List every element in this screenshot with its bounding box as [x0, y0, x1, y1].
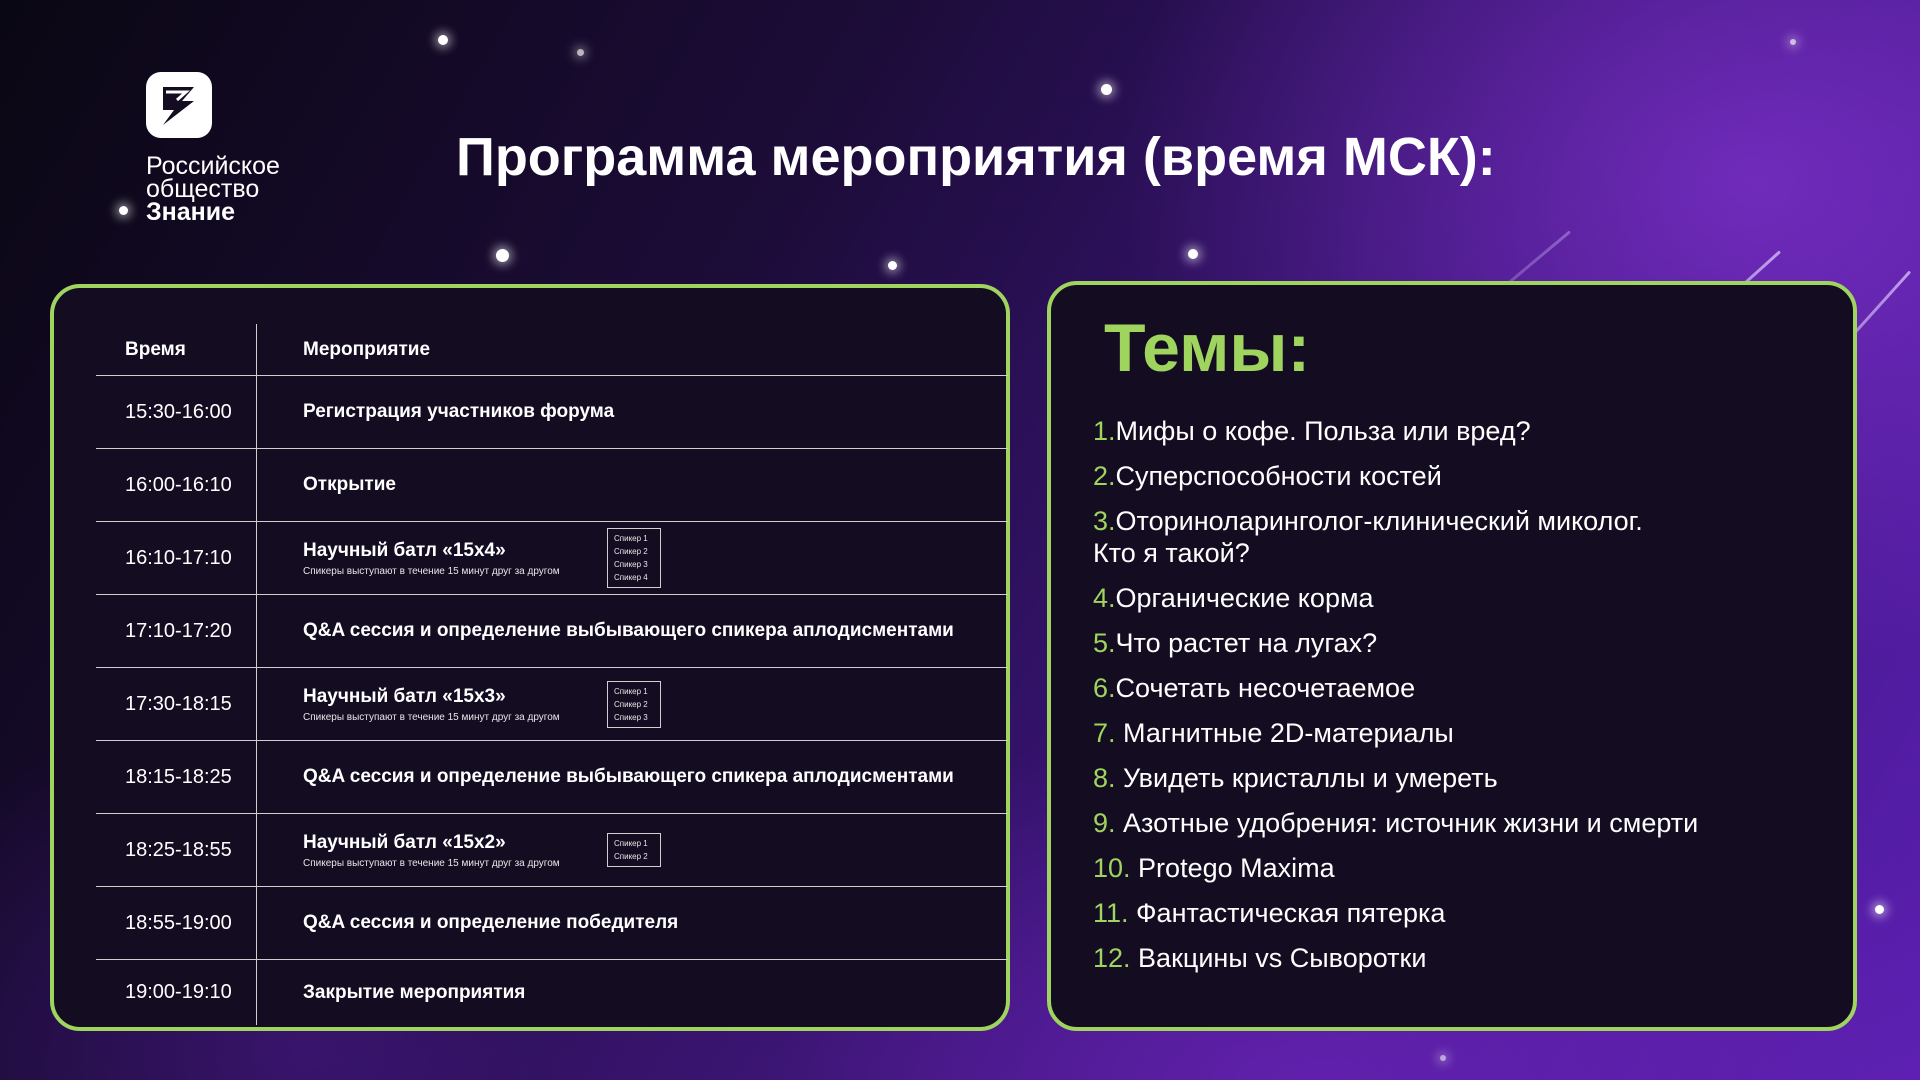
topic-list	[1093, 415, 1843, 987]
table-row	[96, 668, 1008, 741]
row-time: 16:00-16:10	[96, 449, 257, 521]
topic-number: 3.	[1093, 506, 1116, 536]
star-decoration	[1101, 84, 1112, 95]
topics-title: Темы:	[1104, 310, 1311, 386]
row-event: Открытие	[303, 474, 396, 495]
list-item	[1093, 852, 1843, 884]
speakers-box	[607, 528, 661, 588]
list-item	[1093, 762, 1843, 794]
topic-text: Оториноларинголог-клинический миколог.	[1115, 506, 1643, 536]
speaker-label: Спикер 2	[614, 547, 648, 556]
speaker-label: Спикер 2	[614, 699, 648, 709]
table-row	[96, 814, 1008, 887]
table-row	[96, 741, 1008, 814]
topic-number: 10.	[1093, 853, 1131, 883]
row-time: 18:15-18:25	[96, 741, 257, 813]
battle-event	[257, 814, 1008, 886]
list-item	[1093, 415, 1843, 447]
battle-subtitle: Спикеры выступают в течение 15 минут друг за другом	[303, 711, 560, 723]
row-event: Закрытие мероприятия	[303, 981, 526, 1003]
topic-text-line-2: Кто я такой?	[1093, 538, 1250, 568]
topic-text: Сочетать несочетаемое	[1115, 673, 1416, 703]
logo-line-1: Российское	[146, 152, 280, 180]
topic-text: Магнитные 2D-материалы	[1115, 718, 1454, 748]
topic-number: 12.	[1093, 943, 1131, 973]
star-decoration	[438, 35, 448, 45]
schedule-table	[96, 324, 1008, 1025]
topic-text: Мифы о кофе. Польза или вред?	[1115, 416, 1531, 446]
list-item	[1093, 717, 1843, 749]
row-time: 17:10-17:20	[96, 595, 257, 667]
list-item	[1093, 627, 1843, 659]
list-item	[1093, 942, 1843, 974]
table-row	[96, 522, 1008, 595]
topic-number: 9.	[1093, 808, 1116, 838]
battle-title: Научный батл «15х2»	[303, 831, 506, 853]
row-time: 15:30-16:00	[96, 376, 257, 448]
topic-text: Что растет на лугах?	[1115, 628, 1378, 658]
topic-text: Вакцины vs Сыворотки	[1130, 943, 1427, 973]
header-time: Время	[96, 324, 257, 375]
speaker-label: Спикер 3	[614, 712, 648, 722]
battle-subtitle: Спикеры выступают в течение 15 минут друг за другом	[303, 565, 560, 577]
row-event: Q&A сессия и определение выбывающего спикера аплодисментами	[303, 620, 954, 641]
speaker-label: Спикер 2	[614, 852, 648, 861]
row-time: 16:10-17:10	[96, 522, 257, 594]
row-event: Регистрация участников форума	[303, 401, 615, 422]
speakers-box	[607, 833, 661, 867]
topic-number: 7.	[1093, 718, 1116, 748]
table-row	[96, 449, 1008, 522]
topics-panel	[1047, 281, 1857, 1031]
battle-title: Научный батл «15х4»	[303, 539, 506, 561]
table-row	[96, 887, 1008, 960]
table-row	[96, 960, 1008, 1025]
star-decoration	[1440, 1055, 1446, 1061]
topic-number: 5.	[1093, 628, 1116, 658]
topic-number: 2.	[1093, 461, 1116, 491]
logo-text	[146, 152, 280, 226]
topic-text: Увидеть кристаллы и умереть	[1115, 763, 1498, 793]
battle-event	[257, 668, 1008, 740]
battle-subtitle: Спикеры выступают в течение 15 минут друг за другом	[303, 857, 560, 869]
speaker-label: Спикер 1	[614, 839, 648, 848]
list-item	[1093, 582, 1843, 614]
table-row	[96, 376, 1008, 449]
topic-text: Азотные удобрения: источник жизни и смерти	[1115, 808, 1699, 838]
star-decoration	[1790, 39, 1796, 45]
topic-text: Органические корма	[1115, 583, 1374, 613]
speaker-label: Спикер 3	[614, 560, 648, 569]
header-event: Мероприятие	[303, 338, 431, 360]
speaker-label: Спикер 1	[614, 686, 648, 696]
topic-number: 8.	[1093, 763, 1116, 793]
speaker-label: Спикер 1	[614, 534, 648, 543]
row-time: 19:00-19:10	[96, 960, 257, 1025]
star-decoration	[1188, 249, 1198, 259]
topic-text: Суперспособности костей	[1115, 461, 1442, 491]
list-item	[1093, 505, 1843, 569]
topic-text: Фантастическая пятерка	[1128, 898, 1446, 928]
row-time: 18:25-18:55	[96, 814, 257, 886]
topic-number: 4.	[1093, 583, 1116, 613]
logo	[146, 72, 280, 224]
star-decoration	[496, 249, 509, 262]
topic-number: 6.	[1093, 673, 1116, 703]
logo-line-3: Знание	[146, 198, 236, 226]
row-time: 18:55-19:00	[96, 887, 257, 959]
list-item	[1093, 672, 1843, 704]
star-decoration	[888, 261, 897, 270]
battle-title: Научный батл «15х3»	[303, 685, 506, 707]
table-header-row	[96, 324, 1008, 376]
list-item	[1093, 897, 1843, 929]
row-event: Q&A сессия и определение победителя	[303, 912, 679, 933]
star-decoration	[1875, 905, 1884, 914]
row-event: Q&A сессия и определение выбывающего спикера аплодисментами	[303, 766, 954, 787]
znanie-logo-icon	[146, 72, 212, 138]
star-decoration	[577, 49, 584, 56]
star-decoration	[119, 206, 128, 215]
topic-number: 11.	[1093, 898, 1129, 928]
topic-number: 1.	[1093, 416, 1116, 446]
schedule-panel	[50, 284, 1010, 1031]
battle-event	[257, 522, 1008, 594]
list-item	[1093, 460, 1843, 492]
speaker-label: Спикер 4	[614, 573, 648, 582]
topic-text: Protego Maxima	[1130, 853, 1335, 883]
page-title: Программа мероприятия (время МСК):	[456, 127, 1496, 187]
speakers-box	[607, 681, 661, 728]
list-item	[1093, 807, 1843, 839]
logo-line-2: общество	[146, 175, 260, 203]
table-row	[96, 595, 1008, 668]
row-time: 17:30-18:15	[96, 668, 257, 740]
